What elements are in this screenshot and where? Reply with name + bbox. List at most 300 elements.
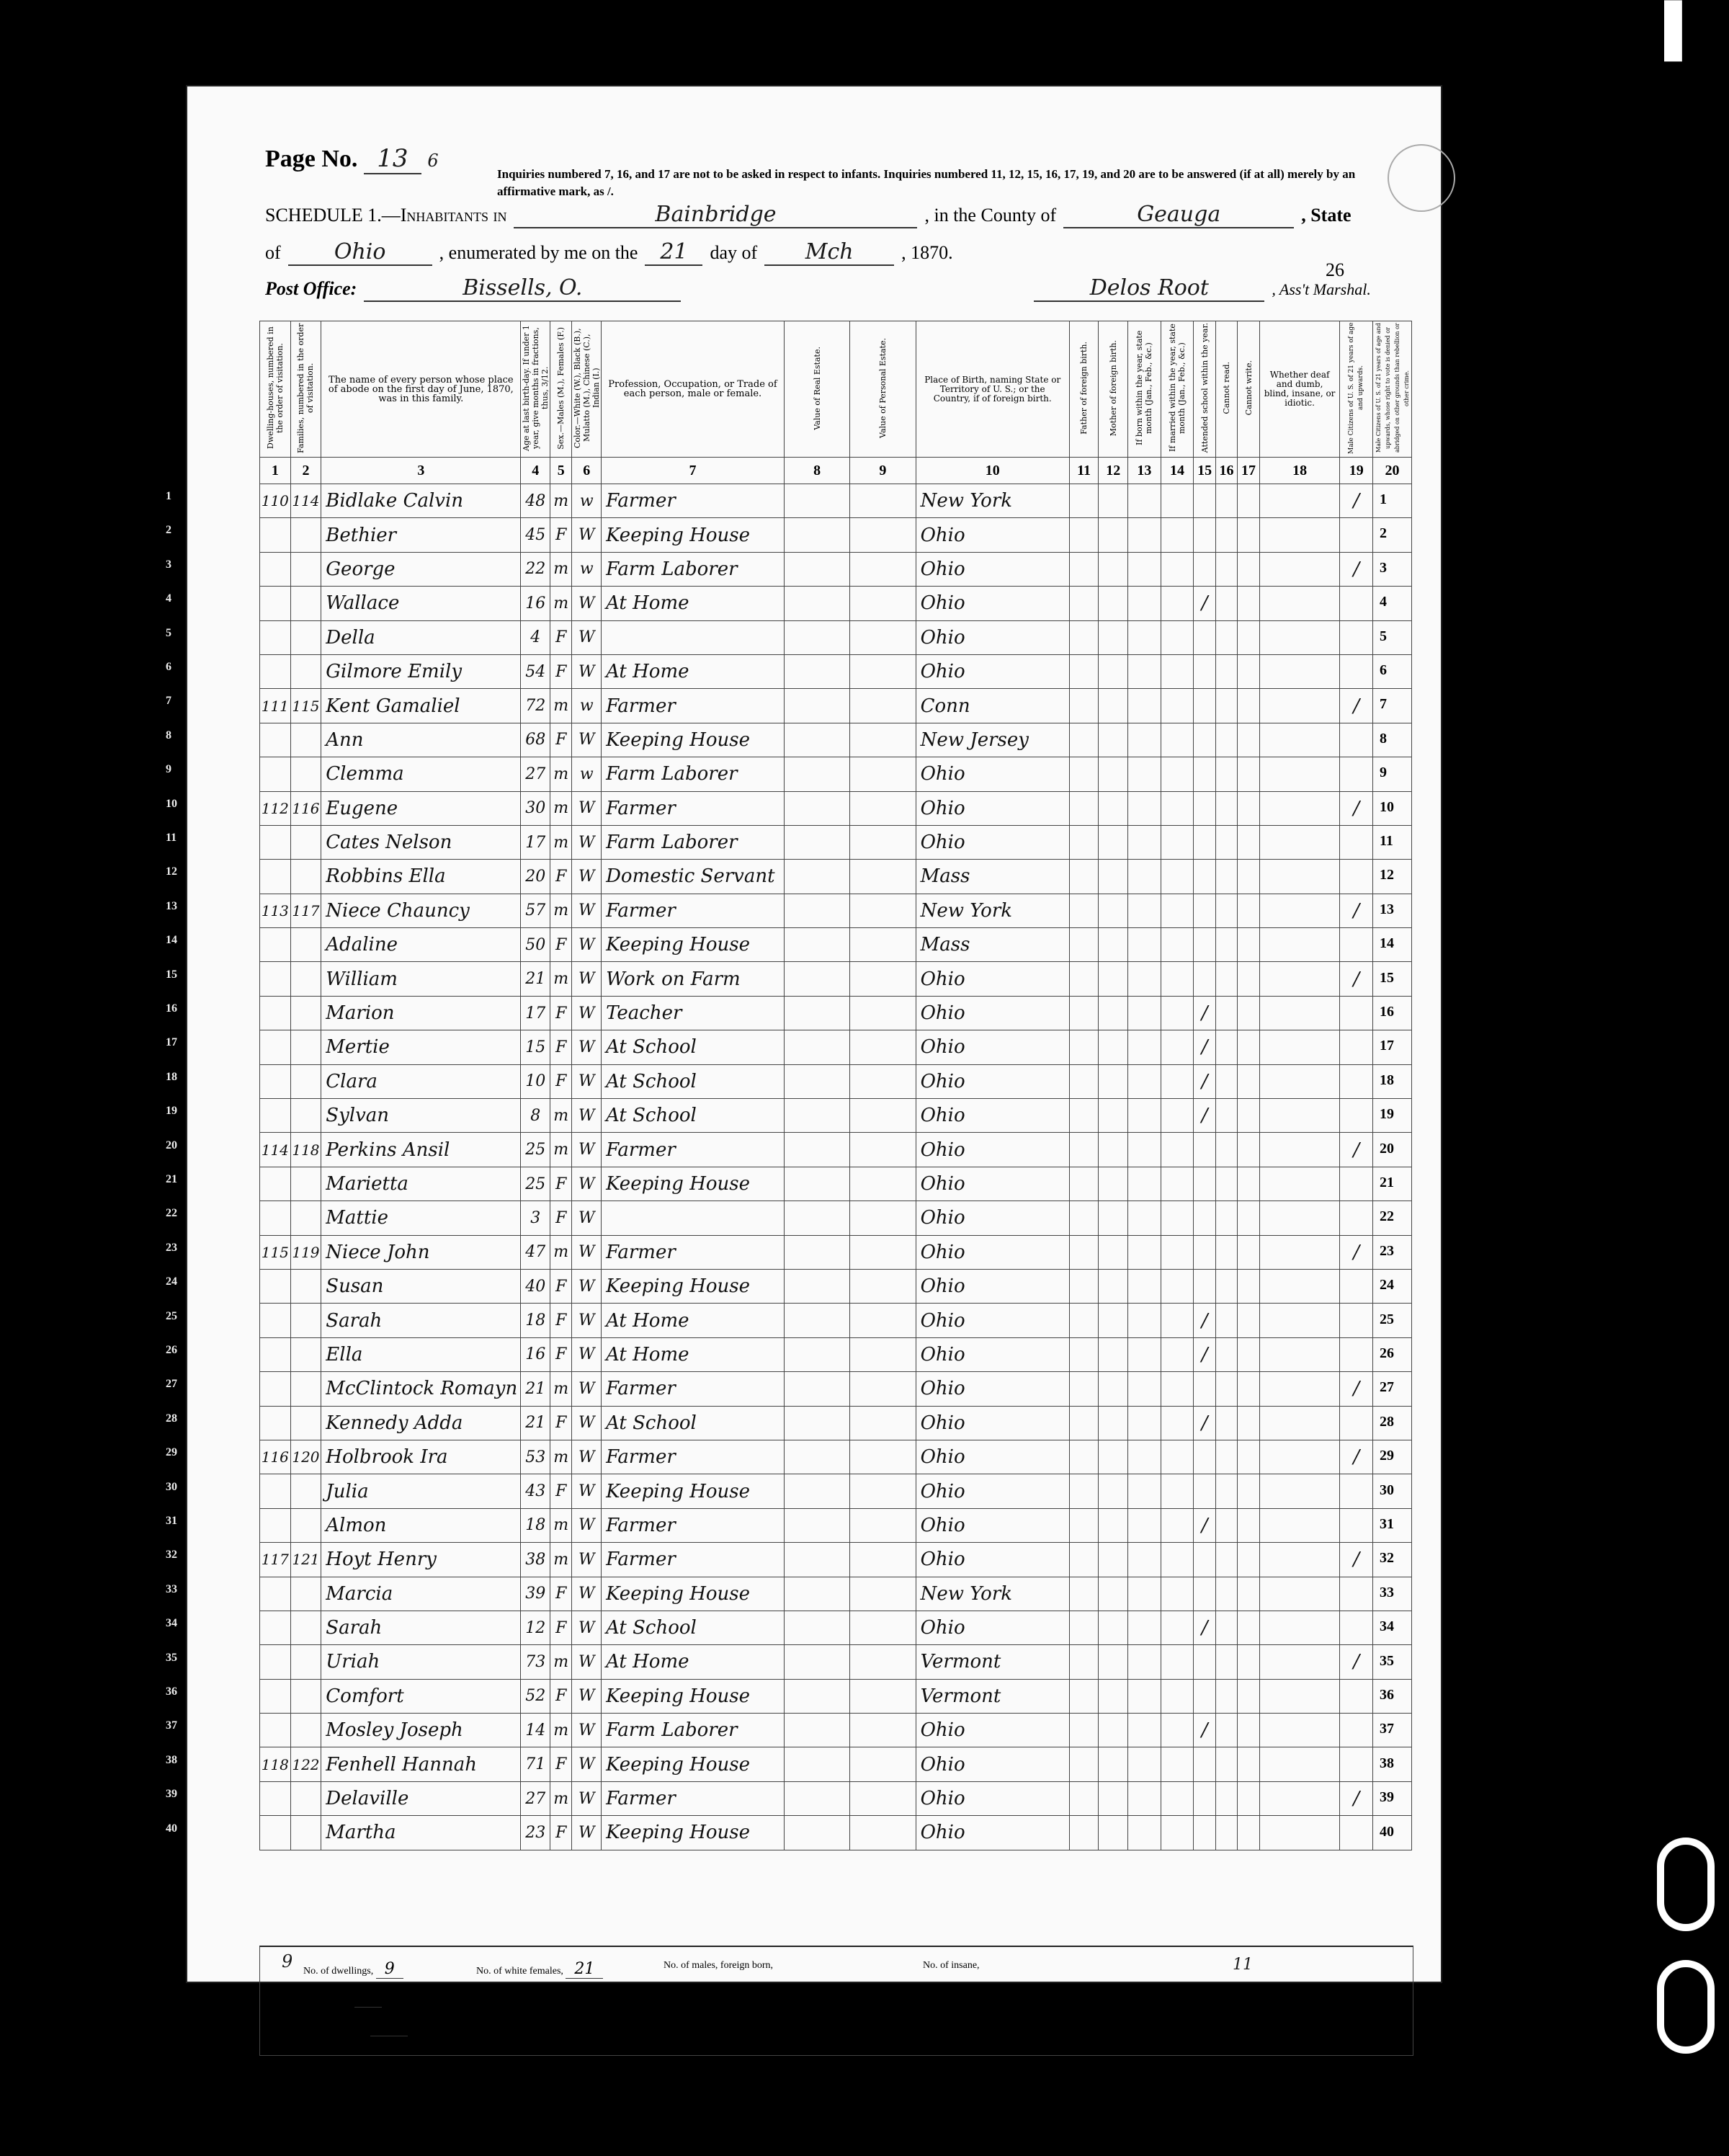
birthplace: Conn — [916, 689, 1069, 723]
age: 43 — [521, 1474, 550, 1508]
line-number-left: 16 — [166, 1002, 177, 1015]
born-month — [1128, 757, 1161, 791]
occupation: At School — [602, 1030, 785, 1064]
cannot-read — [1215, 996, 1237, 1030]
married-month — [1161, 587, 1194, 620]
family-number — [290, 620, 321, 654]
mother-foreign — [1099, 928, 1128, 962]
birthplace: Ohio — [916, 791, 1069, 825]
color: W — [572, 1133, 602, 1167]
line-number-left: 39 — [166, 1788, 177, 1801]
male-citizen — [1340, 860, 1373, 894]
census-row — [260, 620, 1412, 654]
color: W — [572, 587, 602, 620]
disability — [1259, 1064, 1340, 1098]
personal-estate-value — [850, 587, 916, 620]
line-number-right: 27 — [1380, 1379, 1394, 1396]
line-number-right: 28 — [1380, 1413, 1394, 1430]
cannot-read — [1215, 1577, 1237, 1611]
married-month — [1161, 552, 1194, 586]
census-row — [260, 1201, 1412, 1235]
personal-estate-value — [850, 1508, 916, 1542]
disability — [1259, 928, 1340, 962]
cannot-write — [1238, 791, 1259, 825]
father-foreign — [1069, 996, 1099, 1030]
birthplace: Ohio — [916, 654, 1069, 688]
born-month — [1128, 1167, 1161, 1200]
birthplace: Ohio — [916, 620, 1069, 654]
sex: F — [550, 620, 572, 654]
enumeration-month: Mch — [764, 239, 894, 266]
father-foreign — [1069, 1679, 1099, 1713]
cannot-write — [1238, 860, 1259, 894]
male-citizen: / — [1340, 894, 1373, 927]
personal-estate-value — [850, 552, 916, 586]
birthplace: New Jersey — [916, 723, 1069, 757]
mother-foreign — [1099, 1406, 1128, 1440]
born-month — [1128, 1611, 1161, 1644]
family-number — [290, 860, 321, 894]
real-estate-value — [784, 654, 849, 688]
line-number-left: 35 — [166, 1651, 177, 1664]
occupation: At Home — [602, 587, 785, 620]
male-citizen — [1340, 1406, 1373, 1440]
person-name: Ann — [321, 723, 521, 757]
father-foreign — [1069, 1577, 1099, 1611]
color: w — [572, 484, 602, 518]
color: W — [572, 1337, 602, 1371]
line-number-left: 13 — [166, 899, 177, 912]
family-number — [290, 825, 321, 859]
father-foreign — [1069, 552, 1099, 586]
mother-foreign — [1099, 1781, 1128, 1815]
personal-estate-value — [850, 1064, 916, 1098]
person-name: Perkins Ansil — [321, 1133, 521, 1167]
disability — [1259, 484, 1340, 518]
line-number-right: 10 — [1380, 798, 1394, 815]
age: 52 — [521, 1679, 550, 1713]
mother-foreign — [1099, 1269, 1128, 1303]
state-name: Ohio — [288, 239, 432, 266]
personal-estate-value — [850, 894, 916, 927]
line-number-right: 14 — [1380, 935, 1394, 952]
line-number-right: 4 — [1380, 594, 1387, 610]
col-header-9: Value of Personal Estate. — [850, 321, 916, 458]
cannot-write — [1238, 1167, 1259, 1200]
birthplace: Ohio — [916, 518, 1069, 552]
cannot-read — [1215, 1747, 1237, 1781]
cannot-write — [1238, 1645, 1259, 1679]
cannot-write — [1238, 1474, 1259, 1508]
male-citizen — [1340, 757, 1373, 791]
col-header-10: Place of Birth, naming State or Territory of U. S.; or the Country, if of foreign birth. — [916, 321, 1069, 458]
col-header-16: Cannot read. — [1215, 321, 1237, 458]
color: W — [572, 654, 602, 688]
occupation: Farmer — [602, 1372, 785, 1406]
cannot-read — [1215, 1543, 1237, 1577]
male-citizen — [1340, 1337, 1373, 1371]
cannot-read — [1215, 1235, 1237, 1269]
attended-school: / — [1194, 1611, 1215, 1644]
attended-school: / — [1194, 1508, 1215, 1542]
sex: F — [550, 1679, 572, 1713]
summary-colored-females: " " " females, — [476, 2018, 530, 2028]
county-name: Geauga — [1063, 202, 1294, 228]
attended-school — [1194, 1167, 1215, 1200]
personal-estate-value — [850, 1781, 916, 1815]
dwelling-number — [260, 620, 291, 654]
personal-estate-value — [850, 654, 916, 688]
age: 73 — [521, 1645, 550, 1679]
archive-stamp — [1388, 144, 1455, 212]
born-month — [1128, 1474, 1161, 1508]
sex: F — [550, 1406, 572, 1440]
census-table — [259, 321, 1412, 1850]
line-number-left: 28 — [166, 1412, 177, 1425]
married-month — [1161, 1781, 1194, 1815]
father-foreign — [1069, 825, 1099, 859]
disability — [1259, 1201, 1340, 1235]
married-month — [1161, 1816, 1194, 1850]
disability — [1259, 620, 1340, 654]
person-name: Comfort — [321, 1679, 521, 1713]
cannot-read — [1215, 1781, 1237, 1815]
born-month — [1128, 1747, 1161, 1781]
male-citizen — [1340, 1508, 1373, 1542]
mother-foreign — [1099, 1816, 1128, 1850]
cannot-write — [1238, 1064, 1259, 1098]
age: 47 — [521, 1235, 550, 1269]
male-citizen — [1340, 1167, 1373, 1200]
line-number-right: 17 — [1380, 1038, 1394, 1054]
line-number-right: 22 — [1380, 1208, 1394, 1225]
dwelling-number: 117 — [260, 1543, 291, 1577]
real-estate-value — [784, 723, 849, 757]
person-name: George — [321, 552, 521, 586]
census-row — [260, 1235, 1412, 1269]
father-foreign — [1069, 723, 1099, 757]
real-estate-value — [784, 484, 849, 518]
age: 54 — [521, 654, 550, 688]
age: 71 — [521, 1747, 550, 1781]
sex: F — [550, 1304, 572, 1337]
married-month — [1161, 654, 1194, 688]
disability — [1259, 689, 1340, 723]
dwelling-number — [260, 928, 291, 962]
occupation: Keeping House — [602, 1747, 785, 1781]
attended-school: / — [1194, 1304, 1215, 1337]
dwelling-number — [260, 1372, 291, 1406]
vote-denied — [1373, 689, 1412, 723]
family-number — [290, 1304, 321, 1337]
cannot-read — [1215, 1099, 1237, 1133]
real-estate-value — [784, 1064, 849, 1098]
personal-estate-value — [850, 928, 916, 962]
disability — [1259, 1133, 1340, 1167]
occupation: At Home — [602, 1337, 785, 1371]
color: W — [572, 1304, 602, 1337]
dwelling-number: 110 — [260, 484, 291, 518]
col-num-15: 15 — [1194, 458, 1215, 484]
real-estate-value — [784, 1645, 849, 1679]
occupation: Farm Laborer — [602, 757, 785, 791]
born-month — [1128, 1781, 1161, 1815]
married-month — [1161, 791, 1194, 825]
family-number — [290, 1030, 321, 1064]
person-name: Delaville — [321, 1781, 521, 1815]
real-estate-value — [784, 1372, 849, 1406]
person-name: Hoyt Henry — [321, 1543, 521, 1577]
line-number-right: 2 — [1380, 525, 1387, 542]
mother-foreign — [1099, 996, 1128, 1030]
father-foreign — [1069, 928, 1099, 962]
cannot-write — [1238, 587, 1259, 620]
family-number — [290, 552, 321, 586]
attended-school — [1194, 1816, 1215, 1850]
disability — [1259, 518, 1340, 552]
census-row — [260, 1372, 1412, 1406]
line-number-left: 10 — [166, 797, 177, 810]
summary-dwellings: No. of dwellings, 9 — [303, 1960, 403, 1978]
county-label: , in the County of — [924, 205, 1057, 226]
vote-denied — [1373, 723, 1412, 757]
family-number — [290, 1714, 321, 1747]
born-month — [1128, 825, 1161, 859]
cannot-read — [1215, 587, 1237, 620]
occupation: Work on Farm — [602, 962, 785, 996]
cannot-read — [1215, 620, 1237, 654]
person-name: William — [321, 962, 521, 996]
real-estate-value — [784, 1679, 849, 1713]
attended-school — [1194, 484, 1215, 518]
family-number: 121 — [290, 1543, 321, 1577]
occupation: At Home — [602, 654, 785, 688]
real-estate-value — [784, 1474, 849, 1508]
born-month — [1128, 791, 1161, 825]
cannot-write — [1238, 757, 1259, 791]
census-row — [260, 1133, 1412, 1167]
cannot-write — [1238, 962, 1259, 996]
summary-foreign-females: " " females, " — [664, 1989, 718, 2000]
cannot-write — [1238, 723, 1259, 757]
born-month — [1128, 1508, 1161, 1542]
age: 53 — [521, 1440, 550, 1474]
census-row — [260, 654, 1412, 688]
attended-school — [1194, 791, 1215, 825]
mother-foreign — [1099, 1440, 1128, 1474]
sex: F — [550, 1269, 572, 1303]
line-number-left: 40 — [166, 1822, 177, 1835]
color: W — [572, 1747, 602, 1781]
sex: F — [550, 1337, 572, 1371]
sex: F — [550, 1577, 572, 1611]
age: 21 — [521, 962, 550, 996]
attended-school — [1194, 1133, 1215, 1167]
married-month — [1161, 484, 1194, 518]
age: 39 — [521, 1577, 550, 1611]
born-month — [1128, 1064, 1161, 1098]
occupation: Keeping House — [602, 1816, 785, 1850]
occupation: Farmer — [602, 1133, 785, 1167]
col-header-1: Dwelling-houses, numbered in the order of visitation. — [260, 321, 291, 458]
birthplace: Vermont — [916, 1645, 1069, 1679]
cannot-write — [1238, 1781, 1259, 1815]
personal-estate-value — [850, 996, 916, 1030]
line-number-right: 24 — [1380, 1277, 1394, 1293]
age: 21 — [521, 1406, 550, 1440]
line-number-left: 17 — [166, 1036, 177, 1049]
census-row — [260, 1304, 1412, 1337]
line-number-right: 34 — [1380, 1618, 1394, 1635]
disability — [1259, 860, 1340, 894]
cannot-write — [1238, 1030, 1259, 1064]
cannot-write — [1238, 1747, 1259, 1781]
schedule-label: SCHEDULE 1.—Inhabitants in — [265, 205, 507, 226]
color: W — [572, 894, 602, 927]
instructions-notice: Inquiries numbered 7, 16, and 17 are not to be asked in respect to infants. Inquiries numbered 11, 12, 15, 16, 17, 19, and 20 are to be answered (if at all) merely by an affirmative mark, as /. — [497, 167, 1356, 198]
sex: m — [550, 1099, 572, 1133]
post-office-label: Post Office: — [265, 278, 357, 299]
line-number-right: 3 — [1380, 559, 1387, 576]
age: 21 — [521, 1372, 550, 1406]
born-month — [1128, 1645, 1161, 1679]
cannot-read — [1215, 1440, 1237, 1474]
birthplace: Ohio — [916, 1747, 1069, 1781]
male-citizen — [1340, 996, 1373, 1030]
real-estate-value — [784, 1099, 849, 1133]
personal-estate-value — [850, 1337, 916, 1371]
birthplace: Ohio — [916, 1099, 1069, 1133]
census-row — [260, 587, 1412, 620]
disability — [1259, 1543, 1340, 1577]
father-foreign — [1069, 1816, 1099, 1850]
color: W — [572, 1714, 602, 1747]
family-number — [290, 654, 321, 688]
mother-foreign — [1099, 1235, 1128, 1269]
family-number — [290, 1167, 321, 1200]
sex: m — [550, 1781, 572, 1815]
male-citizen — [1340, 1030, 1373, 1064]
mother-foreign — [1099, 791, 1128, 825]
color: W — [572, 1030, 602, 1064]
col-num-18: 18 — [1259, 458, 1340, 484]
person-name: Julia — [321, 1474, 521, 1508]
personal-estate-value — [850, 1201, 916, 1235]
occupation: Teacher — [602, 996, 785, 1030]
married-month — [1161, 1645, 1194, 1679]
born-month — [1128, 1406, 1161, 1440]
person-name: Kennedy Adda — [321, 1406, 521, 1440]
married-month — [1161, 1030, 1194, 1064]
schedule-line — [265, 202, 1352, 228]
occupation: Farm Laborer — [602, 825, 785, 859]
married-month — [1161, 928, 1194, 962]
occupation: At School — [602, 1406, 785, 1440]
sex: m — [550, 1133, 572, 1167]
person-name: McClintock Romayn — [321, 1372, 521, 1406]
birthplace: Ohio — [916, 1611, 1069, 1644]
color: W — [572, 723, 602, 757]
disability — [1259, 825, 1340, 859]
person-name: Bidlake Calvin — [321, 484, 521, 518]
line-number-left: 36 — [166, 1685, 177, 1698]
line-number-left: 7 — [166, 695, 171, 708]
birthplace: Ohio — [916, 825, 1069, 859]
occupation: Farmer — [602, 1508, 785, 1542]
line-number-right: 21 — [1380, 1175, 1394, 1190]
father-foreign — [1069, 1167, 1099, 1200]
line-number-left: 34 — [166, 1617, 177, 1630]
col-header-7: Profession, Occupation, or Trade of each person, male or female. — [602, 321, 785, 458]
real-estate-value — [784, 1133, 849, 1167]
disability — [1259, 996, 1340, 1030]
sex: m — [550, 1372, 572, 1406]
disability — [1259, 1235, 1340, 1269]
family-number — [290, 928, 321, 962]
father-foreign — [1069, 689, 1099, 723]
father-foreign — [1069, 1133, 1099, 1167]
born-month — [1128, 1304, 1161, 1337]
cannot-read — [1215, 1304, 1237, 1337]
census-row — [260, 723, 1412, 757]
age: 10 — [521, 1064, 550, 1098]
cannot-write — [1238, 1679, 1259, 1713]
mother-foreign — [1099, 1030, 1128, 1064]
line-number-right: 37 — [1380, 1721, 1394, 1737]
male-citizen — [1340, 1577, 1373, 1611]
color: W — [572, 518, 602, 552]
dwelling-number — [260, 996, 291, 1030]
personal-estate-value — [850, 757, 916, 791]
father-foreign — [1069, 518, 1099, 552]
married-month — [1161, 1167, 1194, 1200]
real-estate-value — [784, 996, 849, 1030]
family-number: 118 — [290, 1133, 321, 1167]
line-number-right: 5 — [1380, 628, 1387, 644]
disability — [1259, 1508, 1340, 1542]
col-num-6: 6 — [572, 458, 602, 484]
family-number — [290, 757, 321, 791]
personal-estate-value — [850, 825, 916, 859]
line-number-left: 21 — [166, 1173, 177, 1185]
attended-school — [1194, 928, 1215, 962]
dwelling-number — [260, 587, 291, 620]
occupation: Keeping House — [602, 928, 785, 962]
born-month — [1128, 1372, 1161, 1406]
vote-denied — [1373, 587, 1412, 620]
born-month — [1128, 620, 1161, 654]
married-month — [1161, 757, 1194, 791]
married-month — [1161, 1064, 1194, 1098]
census-row — [260, 825, 1412, 859]
sex: F — [550, 860, 572, 894]
occupation: Keeping House — [602, 1679, 785, 1713]
married-month — [1161, 1372, 1194, 1406]
real-estate-value — [784, 1508, 849, 1542]
family-number — [290, 1645, 321, 1679]
mother-foreign — [1099, 1372, 1128, 1406]
disability — [1259, 1781, 1340, 1815]
attended-school — [1194, 825, 1215, 859]
real-estate-value — [784, 1611, 849, 1644]
married-month — [1161, 1099, 1194, 1133]
real-estate-value — [784, 620, 849, 654]
family-number — [290, 587, 321, 620]
male-citizen: / — [1340, 1133, 1373, 1167]
family-number — [290, 996, 321, 1030]
line-number-right: 20 — [1380, 1140, 1394, 1157]
dwelling-number — [260, 1577, 291, 1611]
